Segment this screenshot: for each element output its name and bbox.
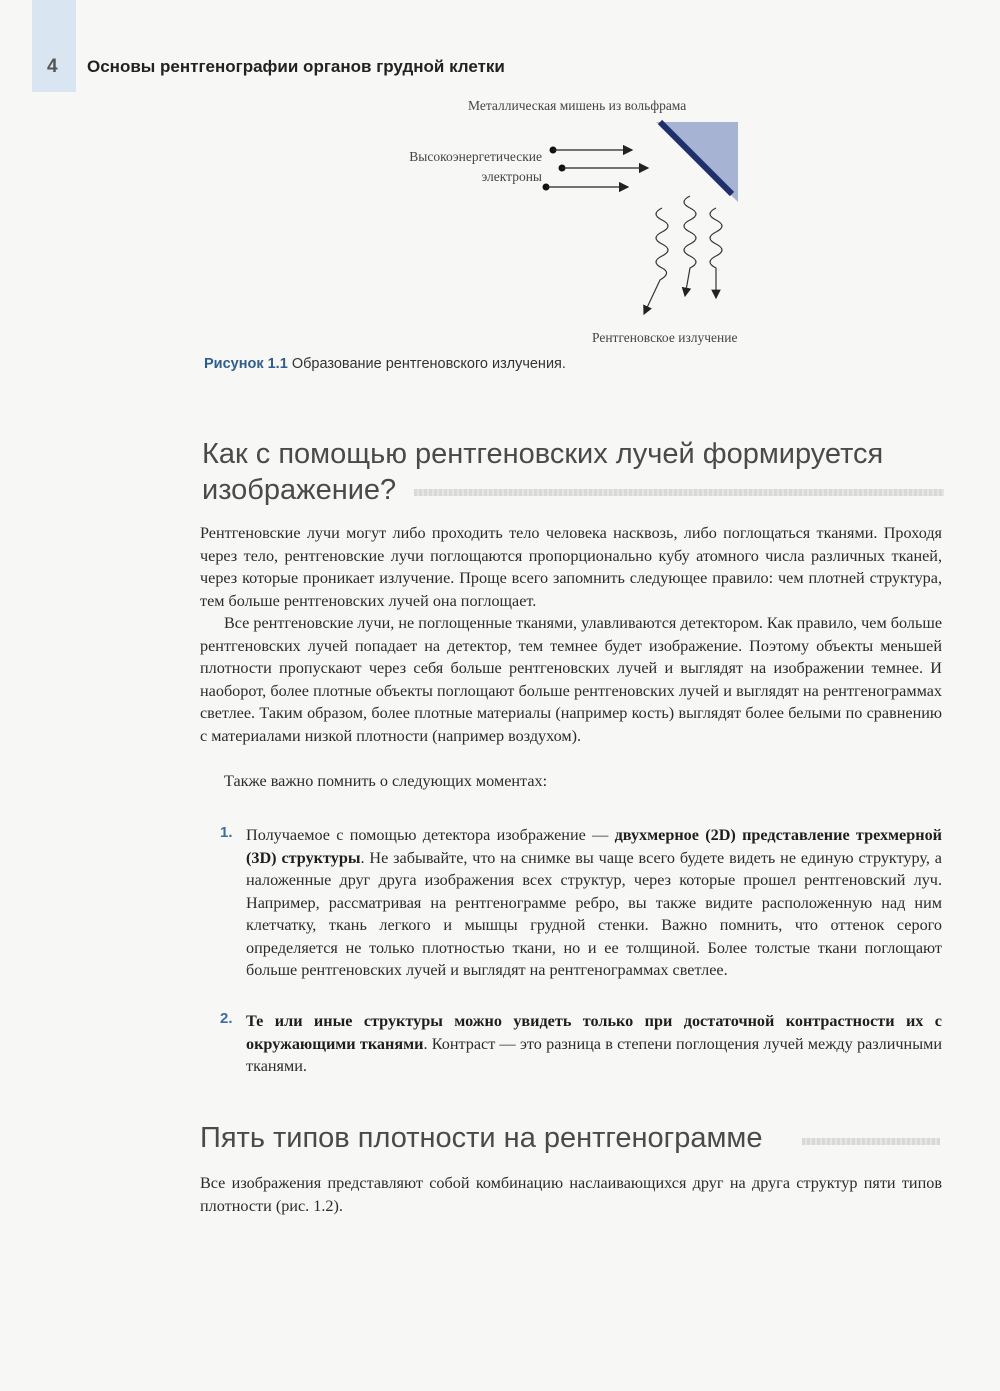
paragraph-1: Рентгеновские лучи могут либо проходить тело человека насквозь, либо поглощаться тканями. Проходя через тело, рентгеновские лучи поглощаются пропорционально кубу атомного числа различных тканей, через которые проникает излучение. Проще всего запомнить следующее правило: чем плотней структура, тем больше рентгеновских лучей она поглощает.	[200, 524, 942, 610]
paragraph-3: Также важно помнить о следующих моментах:	[224, 772, 548, 790]
list-number-1: 1.	[220, 824, 233, 841]
xray-wave-3	[710, 208, 722, 298]
section2-heading: Пять типов плотности на рентгенограмме	[200, 1122, 763, 1154]
label-electrons-line2: электроны	[481, 169, 542, 184]
section2-paragraph-1: Все изображения представляют собой комбинацию наслаивающихся друг на друга структур пяти типов плотности (рис. 1.2).	[200, 1174, 942, 1215]
figure-caption	[204, 356, 566, 372]
section2-heading-rule	[802, 1138, 940, 1145]
list-item-1	[246, 824, 942, 982]
heading-rule	[414, 489, 944, 496]
list-item-1-text-post: . Не забывайте, что на снимке вы чаще всего будете видеть не единую структуру, а наложенные друг друга изображения всех структур, через которые прошел рентгеновский луч. Например, рассматривая на рентгенограмме ребро, вы также видите расположенную над ним клетчатку, ткань легкого и мышцы грудной стенки. Важно помнить, что оттенок серого определяется не только плотностью ткани, но и ее толщиной. Более толстые ткани поглощают больше рентгеновских лучей и выглядят на рентгенограммах светлее.	[246, 848, 942, 979]
list-item-2-text-post: . Контраст — это разница в степени поглощения лучей между различными тканями.	[246, 1034, 942, 1075]
caption-text: Образование рентгеновского излучения.	[291, 356, 566, 372]
paragraph-2: Все рентгеновские лучи, не поглощенные тканями, улавливаются детектором. Как правило, чем больше рентгеновских лучей попадает на детектор, тем темнее будет изображение. Поэтому объекты меньшей плотности пропускают через себя больше рентгеновских лучей и выглядят на изображении темнее. И наоборот, более плотные объекты поглощают больше рентгеновских лучей и выглядят на рентгенограммах светлее. Таким образом, более плотные материалы (например кость) выглядят более белыми по сравнению с материалами низкой плотности (например воздухом).	[200, 614, 942, 745]
label-tungsten-target: Металлическая мишень из вольфрама	[468, 98, 687, 113]
list-item-1-text-pre: Получаемое с помощью детектора изображение —	[246, 826, 615, 844]
page-number: 4	[47, 56, 58, 77]
list-item-1-text-bold: двухмерное (2D) представление трехмерной (3D) структуры	[246, 826, 942, 867]
figure-diagram	[0, 0, 1000, 360]
xray-wave-1	[644, 208, 668, 314]
label-electrons-line1: Высокоэнергетические	[409, 149, 542, 164]
list-item-2-text-bold: Те или иные структуры можно увидеть только при достаточной контрастности их с окружающими тканями	[246, 1012, 942, 1053]
running-title: Основы рентгенографии органов грудной клетки	[87, 57, 505, 76]
xray-wave-2	[684, 196, 696, 296]
section-heading-line1: Как с помощью рентгеновских лучей формируется	[202, 438, 884, 470]
figure-xray-generation	[0, 0, 1000, 360]
label-xray-emission: Рентгеновское излучение	[592, 330, 738, 345]
list-number-2: 2.	[220, 1010, 233, 1027]
caption-number: Рисунок 1.1	[204, 356, 288, 372]
list-item-2	[246, 1010, 942, 1078]
section-heading-line2: изображение?	[202, 474, 397, 506]
